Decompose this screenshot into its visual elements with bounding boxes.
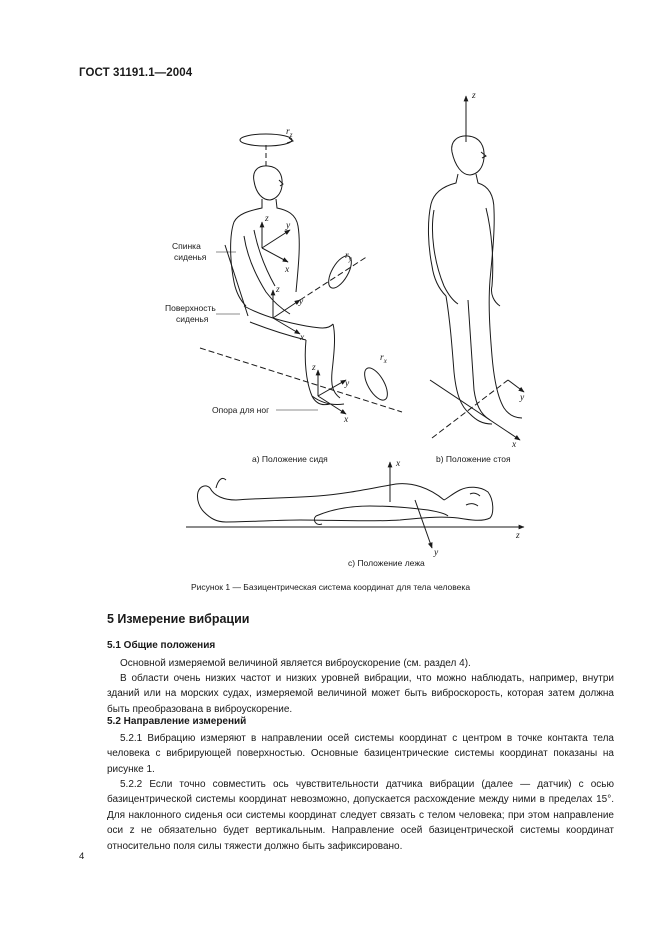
section-5-1-heading: 5.1 Общие положения bbox=[107, 640, 216, 651]
axis-ry: $r_y$ bbox=[345, 251, 352, 263]
axis-z-feet: z bbox=[312, 363, 316, 373]
axis-z-lying: z bbox=[516, 531, 520, 541]
seat-surface-x-axis bbox=[200, 348, 402, 412]
axis-rx: $r_x$ bbox=[380, 353, 387, 365]
axis-x-lying: x bbox=[396, 459, 401, 469]
axis-z-back: z bbox=[265, 214, 269, 224]
seat-y-axis bbox=[300, 256, 368, 300]
seat-back-line bbox=[225, 245, 248, 316]
label-seat-back-2: сиденья bbox=[174, 252, 207, 262]
section-5-2-1-paragraph: 5.2.1 Вибрацию измеряют в направлении осей системы координат с центром в точке контакта тела человека с вибрирующей поверхностью. Основные базицентрические системы координат показаны на рисунке 1. bbox=[107, 733, 614, 775]
seated-figure bbox=[200, 134, 402, 414]
seated-rz-rotation bbox=[240, 134, 292, 146]
section-5-2-2-paragraph: 5.2.2 Если точно совместить ось чувствительности датчика вибрации (далее — датчик) с осью базицентрической системы координат невозможно, допускается расхождение между ними в пределах 15°. Для наклонного сиденья оси системы координат следует связать с телом человека; при этом направление оси z не обязательно будет вертикальным. Направление осей базицентрической системы координат относительно поля силы тяжести должно быть зафиксировано. bbox=[107, 779, 614, 852]
caption-b: b) Положение стоя bbox=[436, 454, 511, 464]
label-seat-surface-1: Поверхность bbox=[165, 303, 216, 313]
svg-text:Спинка bbox=[172, 241, 201, 251]
axis-y-feet: y bbox=[345, 379, 350, 389]
standing-figure bbox=[428, 96, 524, 440]
svg-text:Опора для ног bbox=[212, 405, 269, 415]
svg-text:сиденья bbox=[174, 252, 207, 262]
lying-y-axis bbox=[415, 500, 432, 548]
section-5-1-paragraph-2: В области очень низких частот и низких уровней вибрации, что можно наблюдать, например, внутри зданий или на морских судах, измеряемой величиной может быть виброскорость, которая затем должна быть преобразована в виброускорение. bbox=[107, 673, 614, 715]
axis-x-standing: x bbox=[512, 440, 517, 450]
label-seat-back-1: Спинка bbox=[172, 241, 201, 251]
label-seat-surface-2: сиденья bbox=[176, 314, 209, 324]
page-number: 4 bbox=[79, 851, 85, 862]
axis-x-seat: x bbox=[300, 333, 305, 343]
axis-y-seat: y bbox=[299, 297, 304, 307]
svg-text:сиденья bbox=[176, 314, 209, 324]
figure-title: Рисунок 1 — Базицентрическая система координат для тела человека bbox=[190, 582, 471, 592]
caption-c: c) Положение лежа bbox=[348, 558, 425, 568]
standing-x-axis bbox=[430, 380, 520, 440]
section-5-heading: 5 Измерение вибрации bbox=[107, 612, 250, 626]
document-code-header: ГОСТ 31191.1—2004 bbox=[79, 67, 193, 79]
section-5-1-paragraph-1: Основной измеряемой величиной является виброускорение (см. раздел 4). bbox=[120, 658, 471, 669]
axis-rz: $r_z$ bbox=[286, 127, 293, 139]
lying-figure bbox=[186, 462, 524, 548]
axis-x-feet: x bbox=[344, 415, 349, 425]
axis-y-standing: y bbox=[520, 393, 525, 403]
rx-rotation bbox=[360, 364, 392, 403]
axis-z-standing: z bbox=[472, 91, 476, 101]
axis-y-back: y bbox=[286, 221, 291, 231]
axis-y-lying: y bbox=[434, 548, 439, 558]
caption-a: a) Положение сидя bbox=[252, 454, 328, 464]
section-5-2-heading: 5.2 Направление измерений bbox=[107, 716, 247, 727]
axis-z-seat: z bbox=[276, 285, 280, 295]
label-foot-rest: Опора для ног bbox=[212, 405, 270, 415]
svg-text:Поверхность bbox=[165, 303, 216, 313]
axis-x-back: x bbox=[285, 265, 290, 275]
